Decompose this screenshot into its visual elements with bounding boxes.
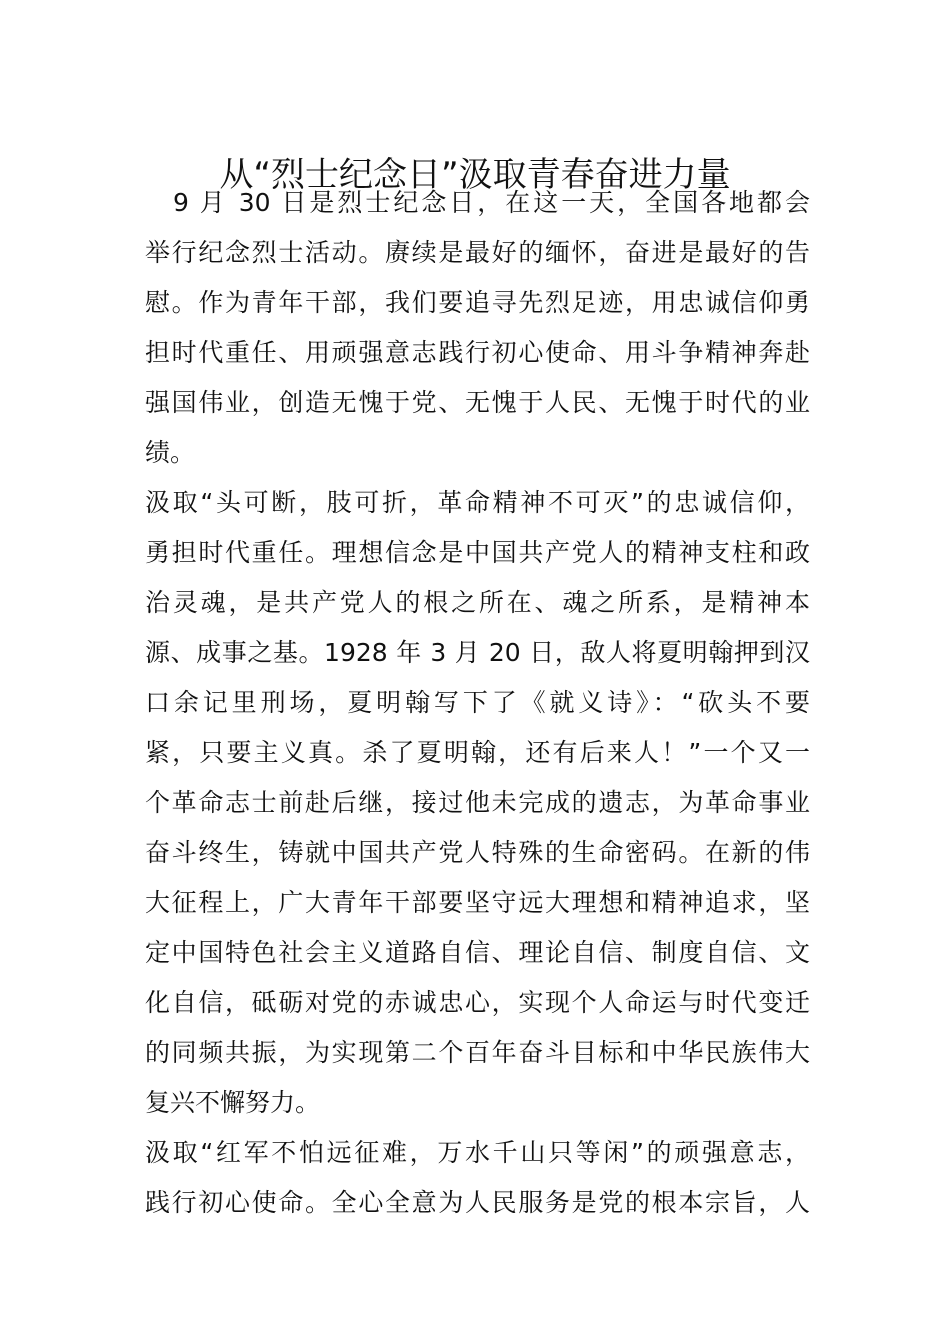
document-body	[145, 178, 810, 1228]
text-line: 大征程上，广大青年干部要坚守远大理想和精神追求，坚	[145, 888, 810, 917]
text-line: 紧，只要主义真。杀了夏明翰，还有后来人！”一个又一	[145, 738, 810, 767]
text-line: 担时代重任、用顽强意志践行初心使命、用斗争精神奔赴	[145, 338, 810, 367]
text-line: 治灵魂，是共产党人的根之所在、魂之所系，是精神本	[145, 588, 810, 617]
text-line: 勇担时代重任。理想信念是中国共产党人的精神支柱和政	[145, 538, 810, 567]
text-line: 复兴不懈努力。	[145, 1088, 321, 1117]
paragraph-1	[145, 178, 810, 478]
text-line: 的同频共振，为实现第二个百年奋斗目标和中华民族伟大	[145, 1038, 810, 1067]
text-line: 绩。	[145, 438, 196, 467]
text-line: 个革命志士前赴后继，接过他未完成的遗志，为革命事业	[145, 788, 810, 817]
text-line: 慰。作为青年干部，我们要追寻先烈足迹，用忠诚信仰勇	[145, 288, 810, 317]
text-line: 9 月 30 日是烈士纪念日，在这一天，全国各地都会	[145, 188, 810, 217]
text-line: 奋斗终生，铸就中国共产党人特殊的生命密码。在新的伟	[145, 838, 810, 867]
text-line: 定中国特色社会主义道路自信、理论自信、制度自信、文	[145, 938, 810, 967]
text-line: 举行纪念烈士活动。赓续是最好的缅怀，奋进是最好的告	[145, 238, 810, 267]
text-line: 汲取“红军不怕远征难，万水千山只等闲”的顽强意志，	[145, 1138, 810, 1167]
document-title: 从“烈士纪念日”汲取青春奋进力量	[219, 154, 731, 195]
paragraph-3	[145, 1128, 810, 1228]
text-line: 化自信，砥砺对党的赤诚忠心，实现个人命运与时代变迁	[145, 988, 810, 1017]
text-line: 强国伟业，创造无愧于党、无愧于人民、无愧于时代的业	[145, 388, 810, 417]
text-line: 口余记里刑场，夏明翰写下了《就义诗》：“砍头不要	[145, 688, 810, 717]
text-line: 践行初心使命。全心全意为人民服务是党的根本宗旨，人	[145, 1188, 810, 1217]
text-line: 源、成事之基。1928 年 3 月 20 日，敌人将夏明翰押到汉	[145, 638, 810, 667]
text-line: 汲取“头可断，肢可折，革命精神不可灭”的忠诚信仰，	[145, 488, 810, 517]
paragraph-2	[145, 478, 810, 1128]
